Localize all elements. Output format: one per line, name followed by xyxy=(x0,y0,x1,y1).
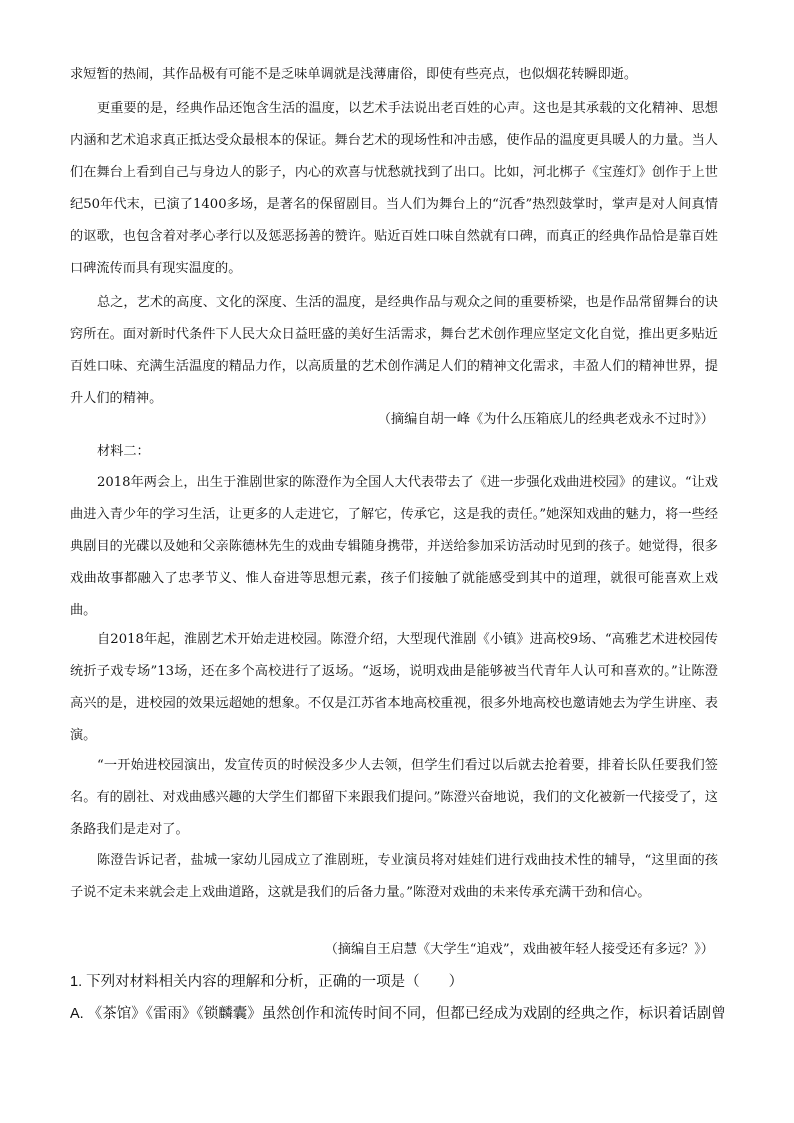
paragraph-campus: 自2018年起，淮剧艺术开始走进校园。陈澄介绍，大型现代淮剧《小镇》进高校9场、“高雅艺术进校园传统折子戏专场”13场，还在多个高校进行了返场。“返场，说明戏曲是能够被当代青年人认可和喜欢的。”让陈澄高兴的是，进校园的效果远超她的想象。不仅是江苏省本地高校重视，很多外地高校也邀请她去为学生讲座、表演。 xyxy=(70,632,718,743)
paragraph-warmth: 更重要的是，经典作品还饱含生活的温度，以艺术手法说出老百姓的心声。这也是其承载的文化精神、思想内涵和艺术追求真正抵达受众最根本的保证。舞台艺术的现场性和冲击感，使作品的温度更具暖人的力量。当人们在舞台上看到自己与身边人的影子，内心的欢喜与忧愁就找到了出口。比如，河北梆子《宝莲灯》创作于上世纪50年代末，已演了1400多场，是著名的保留剧目。当人们为舞台上的“沉香”热烈鼓掌时，掌声是对人间真情的讴歌，也包含着对孝心孝行以及惩恶扬善的赞许。贴近百姓口味自然就有口碑，而真正的经典作品恰是靠百姓口碑流传而具有现实温度的。 xyxy=(70,101,718,276)
question-stem: 1. 下列对材料相关内容的理解和分析，正确的一项是（ ） xyxy=(70,974,464,990)
paragraph-conclusion: 总之，艺术的高度、文化的深度、生活的温度，是经典作品与观众之间的重要桥梁，也是作品常留舞台的诀窍所在。面对新时代条件下人民大众日益旺盛的美好生活需求，舞台艺术创作理应坚定文化自觉，推出更多贴近百姓口味、充满生活温度的精品力作，以高质量的艺术创作满足人们的精神文化需求，丰盈人们的精神世界，提升人们的精神。 xyxy=(70,295,718,406)
paragraph-two-sessions: 2018年两会上，出生于淮剧世家的陈澄作为全国人大代表带去了《进一步强化戏曲进校园》的建议。“让戏曲进入青少年的学习生活，让更多的人走进它，了解它，传承它，这是我的责任。”她深知戏曲的魅力，将一些经典剧目的光碟以及她和父亲陈德林先生的戏曲专辑随身携带，并送给参加采访活动时见到的孩子。她觉得，很多戏曲故事都融入了忠孝节义、惟人奋进等思想元素，孩子们接触了就能感受到其中的道理，就很可能喜欢上戏曲。 xyxy=(70,475,718,618)
option-a: A. 《茶馆》《雷雨》《锁麟囊》虽然创作和流传时间不同，但都已经成为戏剧的经典之作，标识着话剧曾 xyxy=(70,1006,726,1022)
source-citation-2: （摘编自王启慧《大学生“追戏”，戏曲被年轻人接受还有多远？》） xyxy=(324,942,714,957)
paragraph-performance: “一开始进校园演出，发宣传页的时候没多少人去领，但学生们看过以后就去抢着要，排着长队任要我们签名。有的剧社、对戏曲感兴趣的大学生们都留下来跟我们提问。”陈澄兴奋地说，我们的文化被新一代接受了，这条路我们是走对了。 xyxy=(70,758,718,837)
material-2-label: 材料二： xyxy=(97,444,150,459)
paragraph-continuation: 求短暂的热闹，其作品极有可能不是乏味单调就是浅薄庸俗，即使有些亮点，也似烟花转瞬即逝。 xyxy=(70,67,638,82)
paragraph-kindergarten: 陈澄告诉记者，盐城一家幼儿园成立了淮剧班，专业演员将对娃娃们进行戏曲技术性的辅导，“这里面的孩子说不定未来就会走上戏曲道路，这就是我们的后备力量。”陈澄对戏曲的未来传承充满干劲和信心。 xyxy=(70,853,718,900)
source-citation-1: （摘编自胡一峰《为什么压箱底儿的经典老戏永不过时》） xyxy=(377,412,714,427)
